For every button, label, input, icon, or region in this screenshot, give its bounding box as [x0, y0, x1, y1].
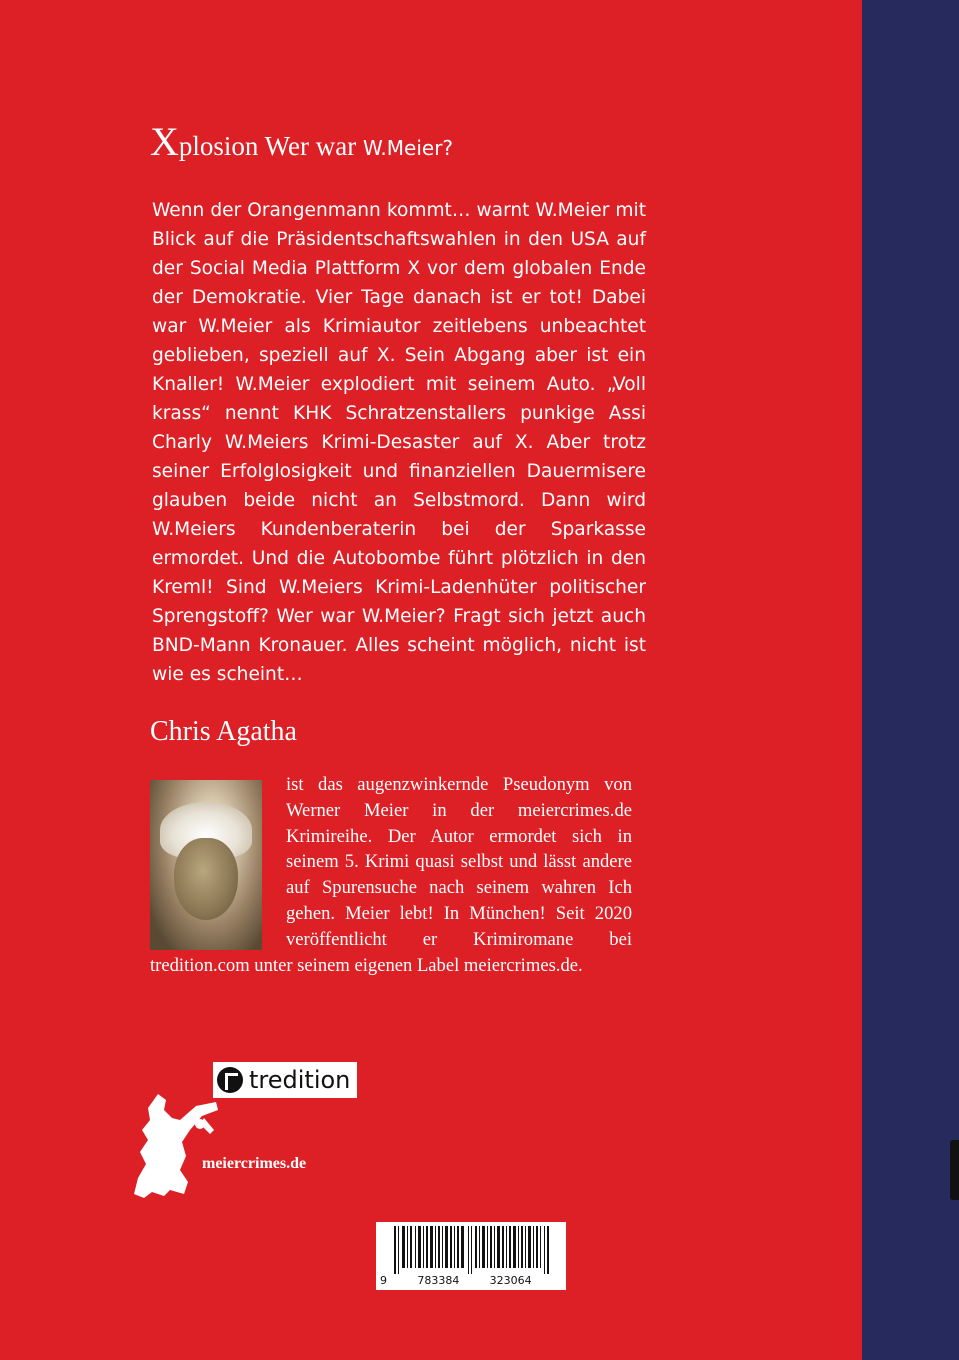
author-name: Chris Agatha: [150, 716, 297, 747]
barcode-digit-first: 9: [380, 1274, 387, 1287]
book-blurb: Wenn der Orangenmann kommt… warnt W.Meier mit Blick auf die Präsidentschaftswahlen in den USA auf der Social Media Plattform X vor dem globalen Ende der Demokratie. Vier Tage danach ist er tot! Dabei war W.Meier als Krimiautor zeitlebens unbeachtet geblieben, speziell auf X. Sein Abgang aber ist ein Knaller! W.Meier explodiert mit seinem Auto. „Voll krass“ nennt KHK Schratzenstallers punkige Assi Charly W.Meiers Krimi-Desaster auf X. Aber trotz seiner Erfolglosigkeit und finanziellen Dauermisere glauben beide nicht an Selbstmord. Dann wird W.Meiers Kundenberaterin bei der Sparkasse ermordet. Und die Autobombe führt plötzlich in den Kreml! Sind W.Meiers Krimi-Ladenhüter politischer Sprengstoff? Wer war W.Meier? Fragt sich jetzt auch BND-Mann Kronauer. Alles scheint möglich, nicht ist wie es scheint…: [152, 200, 646, 685]
barcode-group-right: 323064: [489, 1274, 532, 1287]
book-spine: [862, 0, 959, 1360]
meiercrimes-label: meiercrimes.de: [202, 1155, 307, 1172]
isbn-barcode: [376, 1222, 566, 1290]
barcode-digits: [380, 1274, 562, 1287]
title-text: plosion Wer war: [178, 131, 363, 161]
author-photo-face: [174, 838, 238, 920]
spine-edge-mark: [950, 1140, 959, 1200]
barcode-group-left: 783384: [417, 1274, 460, 1287]
author-bio-text: ist das augenzwinkernde Pseudonym von Werner Meier in der meiercrimes.de Krimireihe. Der Autor ermordet sich in seinem 5. Krimi quasi selbst und lässt andere auf Spurensuche nach seinem wahren Ich gehen. Meier lebt! In München! Seit 2020 veröffentlicht er Krimiromane bei tredition.com unter seinem eigenen Label meiercrimes.de.: [150, 774, 632, 976]
author-photo: [150, 780, 262, 950]
tredition-wordmark: tredition: [249, 1066, 351, 1094]
tredition-icon: [217, 1067, 243, 1093]
title-x-letter: X: [150, 119, 179, 164]
barcode-bars: [380, 1226, 562, 1274]
title-name: W.Meier?: [362, 136, 454, 160]
meiercrimes-figure-icon: [130, 1090, 220, 1200]
book-title: [150, 118, 710, 166]
tredition-logo: [213, 1062, 357, 1098]
author-bio-block: [150, 772, 632, 978]
